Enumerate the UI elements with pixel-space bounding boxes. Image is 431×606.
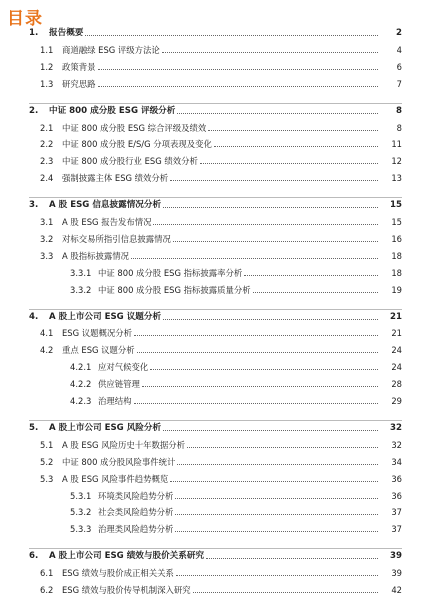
toc-entry-number: 1.1 — [40, 44, 54, 55]
toc-leader-dots — [170, 179, 378, 181]
toc-entry[interactable] — [40, 156, 402, 166]
toc-entry-page: 6 — [396, 61, 402, 72]
toc-entry[interactable] — [40, 328, 402, 338]
toc-entry[interactable] — [70, 362, 402, 372]
toc-entry-page: 34 — [391, 456, 402, 467]
toc-entry-label: 中证 800 成分股 E/S/G 分项表现及变化 — [62, 139, 212, 150]
toc-leader-dots — [244, 274, 378, 276]
toc-entry-number: 4.1 — [40, 328, 54, 339]
toc-entry-number: 2.3 — [40, 156, 54, 167]
toc-entry[interactable] — [29, 106, 402, 116]
toc-entry[interactable] — [40, 217, 402, 227]
toc-entry-page: 15 — [390, 200, 402, 211]
toc-leader-dots — [214, 145, 378, 147]
toc-entry-label: A 股上市公司 ESG 议题分析 — [49, 311, 162, 322]
toc-entry-page: 2 — [396, 28, 402, 38]
toc-entry-label: A 股 ESG 信息披露情况分析 — [49, 200, 162, 211]
toc-leader-dots — [175, 497, 378, 499]
toc-title: 目录 — [7, 9, 43, 29]
toc-leader-dots — [200, 162, 378, 164]
toc-leader-dots — [175, 530, 378, 532]
toc-entry-label: 中证 800 成分股 ESG 评级分析 — [49, 105, 176, 116]
toc-entry-label: 中证 800 成分股 ESG 指标披露率分析 — [98, 267, 243, 278]
toc-entry-page: 8 — [396, 122, 402, 133]
toc-entry-page: 4 — [396, 44, 402, 55]
toc-entry[interactable] — [40, 585, 402, 595]
toc-entry-label: A 股上市公司 ESG 风险分析 — [49, 422, 162, 433]
toc-entry[interactable] — [40, 568, 402, 578]
toc-entry-label: 中证 800 成分股行业 ESG 绩效分析 — [62, 156, 198, 167]
toc-entry-page: 39 — [391, 568, 402, 579]
toc-leader-dots — [175, 513, 378, 515]
toc-entry-label: A 股 ESG 报告发布情况 — [62, 217, 152, 227]
toc-entry-number: 1. — [29, 28, 39, 38]
toc-entry[interactable] — [29, 312, 402, 322]
toc-entry-label: A 股 ESG 风险事件趋势概览 — [62, 473, 169, 484]
toc-entry-label: 治理类风险趋势分析 — [98, 524, 174, 535]
toc-entry-page: 21 — [391, 328, 402, 339]
toc-entry-label: A 股指标披露情况 — [62, 250, 130, 261]
toc-entry-page: 12 — [391, 156, 402, 167]
toc-leader-dots — [162, 51, 378, 53]
toc-leader-dots — [131, 257, 378, 259]
toc-entry-label: 报告概要 — [49, 28, 84, 38]
toc-entry[interactable] — [70, 379, 402, 389]
toc-entry-page: 16 — [391, 233, 402, 244]
toc-entry-page: 21 — [390, 311, 402, 322]
toc-entry[interactable] — [40, 251, 402, 261]
toc-entry-label: A 股 ESG 风险历史十年数据分析 — [62, 439, 185, 450]
toc-entry[interactable] — [70, 524, 402, 534]
toc-entry-number: 4. — [29, 311, 39, 322]
toc-entry-page: 11 — [391, 139, 402, 150]
toc-entry-page: 24 — [391, 345, 402, 356]
toc-entry-label: 治理结构 — [98, 396, 132, 406]
toc-leader-dots — [170, 480, 378, 482]
toc-entry[interactable] — [40, 234, 402, 244]
toc-entry-page: 37 — [391, 524, 402, 535]
toc-entry[interactable] — [40, 345, 402, 355]
toc-entry[interactable] — [29, 200, 402, 210]
toc-entry-label: ESG 议题概况分析 — [62, 328, 133, 339]
section-divider — [29, 103, 402, 104]
toc-leader-dots — [142, 385, 378, 387]
toc-entry-label: 中证 800 成分股 ESG 指标披露质量分析 — [98, 284, 251, 295]
toc-entry[interactable] — [70, 507, 402, 517]
toc-entry-label: 中证 800 成分股风险事件统计 — [62, 456, 176, 467]
toc-entry-number: 5.1 — [40, 439, 54, 450]
toc-entry-page: 15 — [391, 217, 402, 227]
toc-entry-number: 5.3 — [40, 473, 54, 484]
toc-entry-number: 2.2 — [40, 139, 54, 150]
toc-entry-number: 3.3.1 — [70, 267, 92, 278]
toc-entry-page: 19 — [391, 284, 402, 295]
toc-entry-number: 3.1 — [40, 217, 54, 227]
toc-entry-page: 18 — [391, 267, 402, 278]
toc-entry-number: 6.2 — [40, 585, 54, 595]
toc-entry-page: 7 — [396, 78, 402, 89]
toc-entry-number: 4.2.2 — [70, 379, 92, 390]
toc-entry[interactable] — [40, 457, 402, 467]
toc-leader-dots — [253, 291, 378, 293]
section-divider — [29, 548, 402, 549]
toc-entry[interactable] — [40, 123, 402, 133]
toc-leader-dots — [176, 574, 378, 576]
toc-entry-page: 32 — [391, 439, 402, 450]
toc-entry-label: ESG 绩效与股价传导机制深入研究 — [62, 585, 191, 595]
section-divider — [29, 197, 402, 198]
toc-entry[interactable] — [40, 139, 402, 149]
toc-entry-page: 24 — [391, 362, 402, 373]
toc-entry-page: 18 — [391, 250, 402, 261]
toc-leader-dots — [163, 318, 378, 320]
toc-leader-dots — [208, 129, 378, 131]
toc-entry-label: A 股上市公司 ESG 绩效与股价关系研究 — [49, 551, 205, 562]
toc-leader-dots — [98, 68, 379, 70]
toc-entry-number: 2.1 — [40, 122, 54, 133]
toc-entry-number: 6.1 — [40, 568, 54, 579]
toc-leader-dots — [150, 368, 378, 370]
toc-entry-page: 42 — [391, 585, 402, 595]
toc-leader-dots — [134, 334, 378, 336]
toc-entry-label: 供应链管理 — [98, 379, 140, 390]
toc-entry-label: 研究思路 — [62, 78, 96, 89]
toc-entry-page: 32 — [390, 422, 402, 433]
toc-leader-dots — [163, 429, 378, 431]
toc-entry[interactable] — [40, 173, 402, 183]
section-divider — [29, 309, 402, 310]
toc-entry[interactable] — [70, 285, 402, 295]
toc-entry[interactable] — [40, 79, 402, 89]
toc-leader-dots — [173, 240, 378, 242]
toc-entry-number: 3. — [29, 200, 39, 211]
toc-entry-number: 3.3.2 — [70, 284, 92, 295]
toc-entry-page: 29 — [391, 396, 402, 406]
toc-entry-page: 36 — [391, 490, 402, 501]
toc-entry-page: 36 — [391, 473, 402, 484]
toc-entry-number: 5. — [29, 422, 39, 433]
toc-entry-number: 3.2 — [40, 233, 54, 244]
toc-entry-label: ESG 绩效与股价成正相关关系 — [62, 568, 174, 579]
toc-entry[interactable] — [29, 423, 402, 433]
toc-leader-dots — [177, 112, 378, 114]
toc-entry[interactable] — [40, 45, 402, 55]
toc-entry-page: 13 — [391, 173, 402, 184]
toc-entry-number: 2.4 — [40, 173, 54, 184]
toc-entry-number: 4.2 — [40, 345, 54, 356]
toc-entry-label: 社会类风险趋势分析 — [98, 507, 174, 518]
toc-entry-label: 应对气候变化 — [98, 362, 149, 373]
toc-leader-dots — [134, 402, 379, 404]
toc-entry[interactable] — [29, 551, 402, 561]
toc-entry-number: 2. — [29, 105, 39, 116]
toc-entry[interactable] — [70, 268, 402, 278]
toc-entry-number: 5.2 — [40, 456, 54, 467]
toc-leader-dots — [206, 557, 378, 559]
toc-entry-label: 强制披露主体 ESG 绩效分析 — [62, 173, 169, 184]
toc-entry-number: 5.3.1 — [70, 490, 92, 501]
toc-entry-number: 5.3.2 — [70, 507, 92, 518]
toc-entry-number: 6. — [29, 551, 39, 562]
toc-entry-number: 1.2 — [40, 61, 54, 72]
toc-entry-label: 对标交易所指引信息披露情况 — [62, 233, 171, 244]
toc-entry-page: 37 — [391, 507, 402, 518]
toc-entry-label: 环境类风险趋势分析 — [98, 490, 174, 501]
toc-entry[interactable] — [70, 491, 402, 501]
toc-entry[interactable] — [70, 396, 402, 406]
toc-entry-number: 1.3 — [40, 78, 54, 89]
toc-leader-dots — [187, 446, 378, 448]
toc-entry[interactable] — [40, 440, 402, 450]
toc-leader-dots — [98, 85, 379, 87]
section-divider — [29, 420, 402, 421]
toc-entry[interactable] — [40, 474, 402, 484]
toc-entry-number: 3.3 — [40, 250, 54, 261]
toc-entry-number: 4.2.1 — [70, 362, 92, 373]
toc-leader-dots — [153, 223, 378, 225]
toc-entry[interactable] — [29, 28, 402, 38]
toc-entry-label: 重点 ESG 议题分析 — [62, 345, 135, 356]
toc-entry-page: 8 — [396, 105, 402, 116]
toc-entry-label: 商道融绿 ESG 评级方法论 — [62, 44, 160, 55]
toc-leader-dots — [193, 591, 378, 593]
toc-entry-label: 政策背景 — [62, 61, 96, 72]
toc-entry-number: 5.3.3 — [70, 524, 92, 535]
toc-entry-label: 中证 800 成分股 ESG 综合评级及绩效 — [62, 122, 207, 133]
toc-leader-dots — [137, 351, 378, 353]
toc-leader-dots — [85, 34, 378, 36]
toc-entry-number: 4.2.3 — [70, 396, 92, 406]
toc-entry[interactable] — [40, 62, 402, 72]
toc-entry-page: 28 — [391, 379, 402, 390]
toc-entry-page: 39 — [390, 551, 402, 562]
toc-leader-dots — [177, 463, 378, 465]
toc-leader-dots — [163, 206, 378, 208]
